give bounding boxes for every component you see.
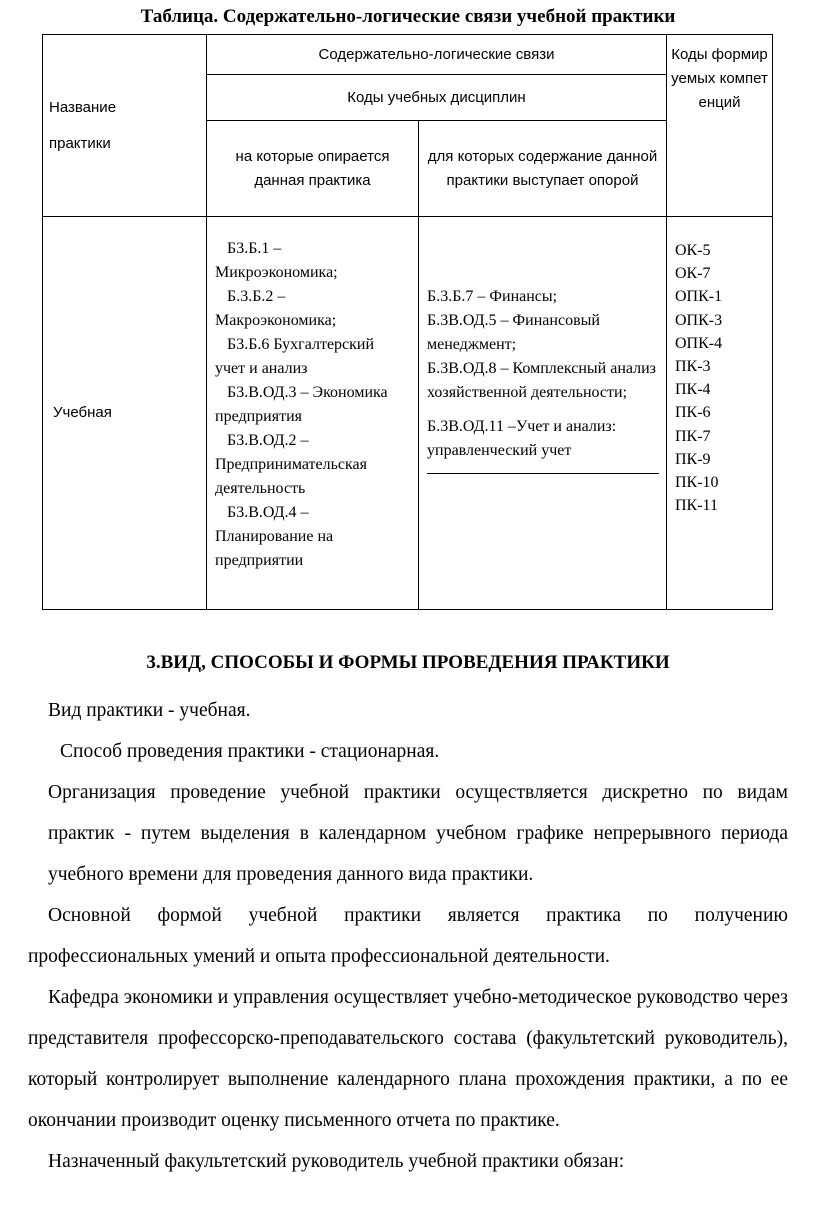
header-based-on: на которые опирается данная практика — [207, 121, 419, 217]
discipline-code: Б.3.Б.2 – — [227, 288, 286, 305]
practice-name-cell: Учебная — [43, 217, 207, 610]
paragraph-text: Основной формой учебной практики является практика по получению профессиональных умений и опыта профессиональной деятельности. — [28, 905, 788, 967]
section-body — [28, 690, 788, 1182]
header-competency-text: Коды формируемых компетенций — [671, 46, 768, 111]
competency-code: ПК-3 — [675, 357, 711, 375]
competency-code: ПК-10 — [675, 473, 719, 491]
supported-discipline: Б.3В.ОД.8 – Комплексный анализ хозяйственной деятельности; — [427, 360, 656, 401]
competency-code: ОПК-1 — [675, 288, 723, 306]
supported-discipline: Б.3В.ОД.11 –Учет и анализ: управленческий учет — [427, 418, 617, 459]
header-name-line1: Название — [49, 99, 117, 117]
supported-cell — [419, 217, 667, 610]
discipline-title: учет и анализ — [215, 360, 308, 377]
paragraph: Способ проведения практики - стационарная. — [60, 741, 440, 762]
discipline-code: Б3.Б.1 – — [227, 240, 282, 257]
discipline-title: Предпринимательская деятельность — [215, 456, 368, 497]
paragraph — [28, 977, 788, 1141]
competency-code: ПК-11 — [675, 497, 718, 515]
header-supported: для которых содержание данной практики выступает опорой — [419, 121, 667, 217]
paragraph — [28, 772, 788, 895]
paragraph — [28, 895, 788, 977]
paragraph-text: Кафедра экономики и управления осуществляет учебно-методическое руководство через представителя профессорско-преподавательского состава (факультетский руководитель), который контролирует выполнение календарного плана прохождения практики, а по ее окончании производит оценку письменного отчета по практике. — [28, 987, 788, 1131]
discipline-title: Микроэкономика; — [215, 264, 338, 281]
competency-code: ПК-6 — [675, 404, 711, 422]
discipline-code: Б3.В.ОД.2 – — [227, 432, 309, 449]
section-title: 3.ВИД, СПОСОБЫ И ФОРМЫ ПРОВЕДЕНИЯ ПРАКТИКИ — [146, 652, 670, 673]
discipline-title: Макроэкономика; — [215, 312, 337, 329]
table-caption: Таблица. Содержательно-логические связи учебной практики — [140, 6, 676, 27]
header-name-line2: практики — [49, 134, 111, 152]
paragraph-text: Организация проведение учебной практики осуществляется дискретно по видам практик - путем выделения в календарном учебном графике непрерывного периода учебного времени для проведения данного вида практики. — [48, 782, 788, 885]
competency-code: ПК-9 — [675, 450, 711, 468]
header-discipline-codes: Коды учебных дисциплин — [207, 75, 667, 121]
competency-code: ПК-7 — [675, 427, 711, 445]
header-practice-name — [43, 35, 207, 217]
competency-code: ОПК-3 — [675, 311, 723, 329]
supported-discipline: Б.3.Б.7 – Финансы; — [427, 288, 558, 305]
discipline-code: Б3.В.ОД.4 – — [227, 504, 309, 521]
competency-code: ПК-4 — [675, 381, 711, 399]
paragraph: Назначенный факультетский руководитель учебной практики обязан: — [48, 1151, 625, 1172]
supported-discipline: Б.3В.ОД.5 – Финансовый менеджмент; — [427, 312, 600, 353]
paragraph: Вид практики - учебная. — [48, 700, 251, 721]
competency-code: ОК-7 — [675, 265, 711, 283]
competency-code: ОК-5 — [675, 242, 711, 259]
discipline-code: Б3.Б.6 Бухгалтерский — [227, 336, 375, 353]
content-links-table — [42, 34, 773, 610]
discipline-title: предприятия — [215, 408, 302, 425]
discipline-code: Б3.В.ОД.3 – Экономика — [227, 384, 388, 401]
underline-rule — [427, 473, 659, 474]
header-competency-codes — [667, 35, 773, 217]
competencies-cell — [667, 217, 773, 610]
header-content-links: Содержательно-логические связи — [207, 35, 667, 75]
discipline-title: Планирование на предприятии — [215, 528, 334, 569]
based-on-cell — [207, 217, 419, 610]
competency-code: ОПК-4 — [675, 334, 723, 352]
